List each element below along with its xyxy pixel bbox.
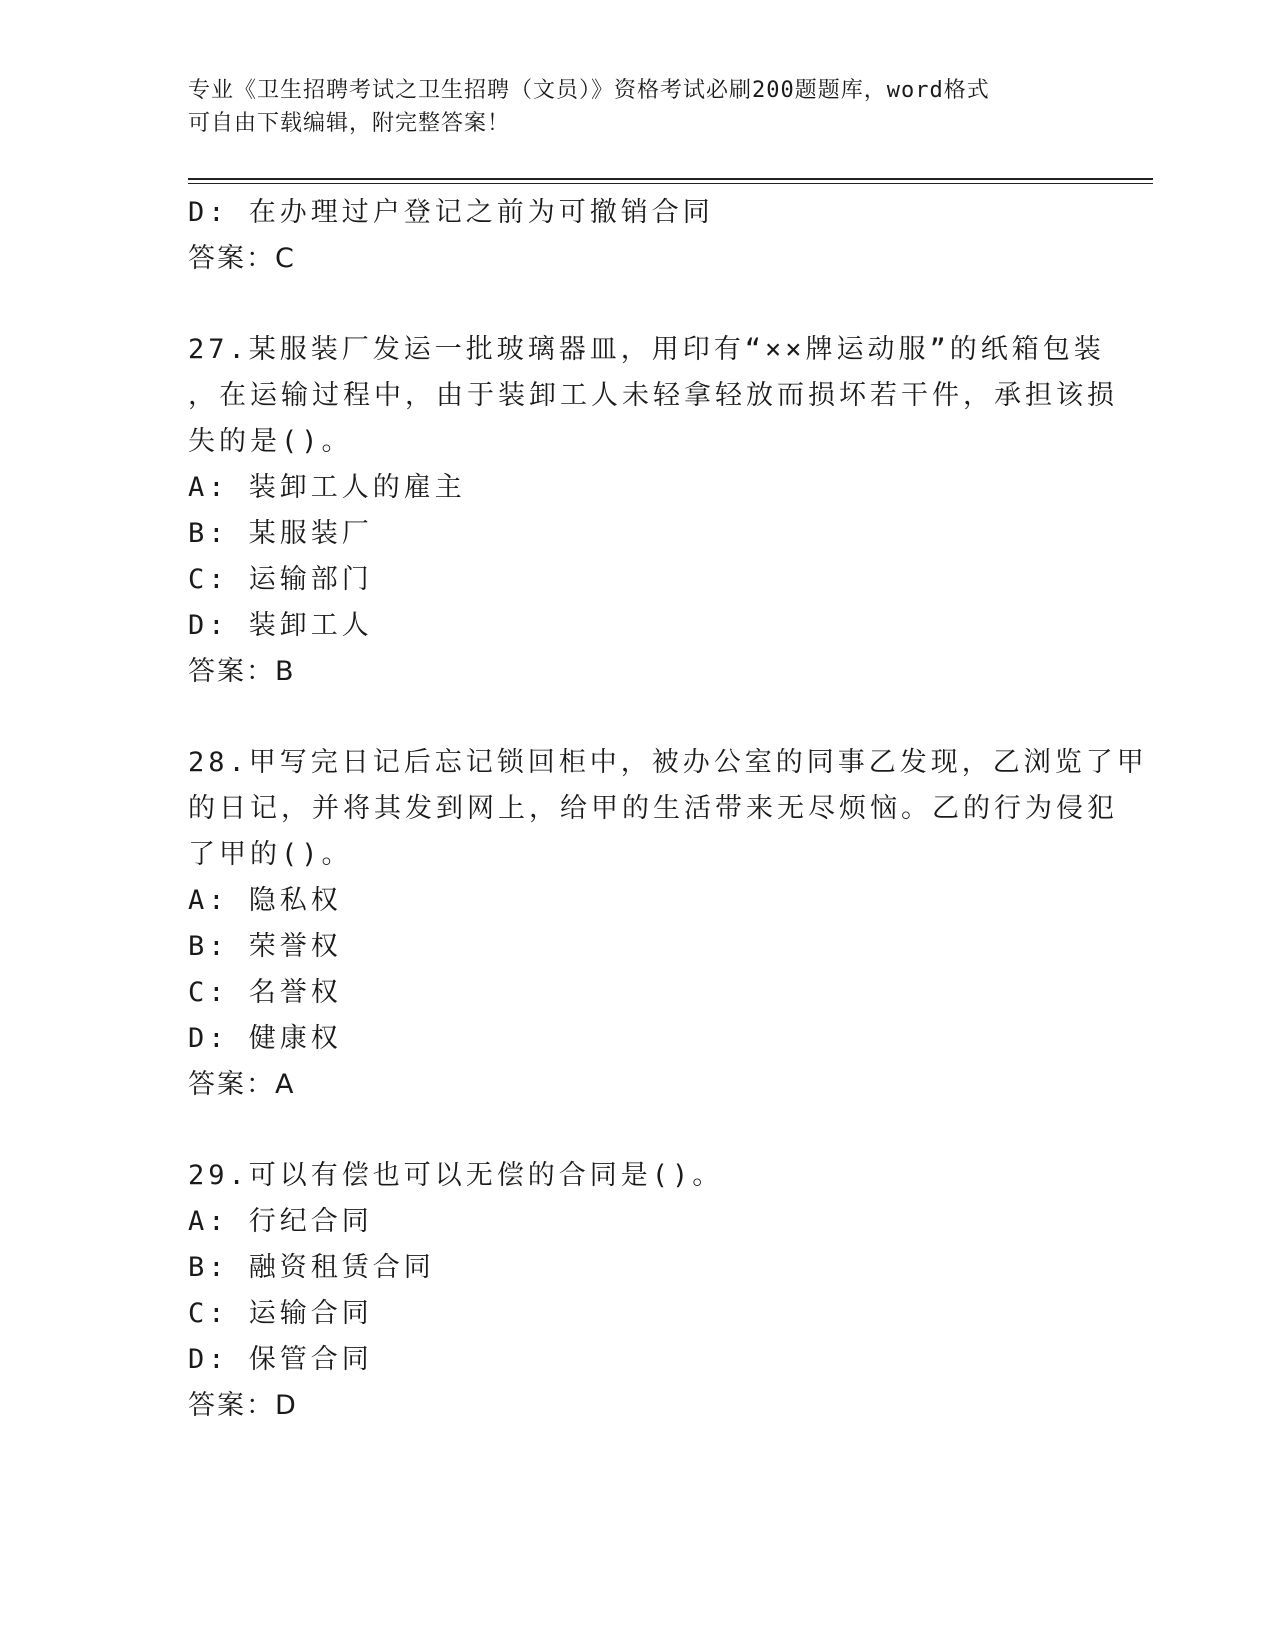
header-divider-thin xyxy=(188,183,1153,184)
option-c: C: 名誉权 xyxy=(188,977,342,1008)
question-list xyxy=(188,190,1148,1429)
option-d: D: 健康权 xyxy=(188,1023,342,1054)
question-stem-line: 29.可以有偿也可以无偿的合同是()。 xyxy=(188,1160,724,1191)
answer-line: 答案：D xyxy=(188,1390,298,1421)
question-stem-line: 失的是()。 xyxy=(188,426,353,457)
option-d: D: 在办理过户登记之前为可撤销合同 xyxy=(188,197,714,228)
option-a: A: 隐私权 xyxy=(188,885,342,916)
header-divider-thick xyxy=(188,178,1153,180)
answer-line: 答案：A xyxy=(188,1069,296,1100)
document-header xyxy=(188,74,1088,140)
answer-line: 答案：C xyxy=(188,243,296,274)
question-27 xyxy=(188,327,1118,695)
header-line-1: 专业《卫生招聘考试之卫生招聘（文员）》资格考试必刷200题题库，word格式 xyxy=(188,78,990,103)
option-d: D: 保管合同 xyxy=(188,1344,373,1375)
option-b: B: 荣誉权 xyxy=(188,931,342,962)
answer-line: 答案：B xyxy=(188,656,296,687)
header-line-2: 可自由下载编辑，附完整答案！ xyxy=(188,111,511,136)
carry-over-block xyxy=(188,190,1088,282)
question-stem-line: 27.某服装厂发运一批玻璃器皿，用印有“××牌运动服”的纸箱包装 xyxy=(188,334,1105,365)
question-stem-line: 28.甲写完日记后忘记锁回柜中，被办公室的同事乙发现，乙浏览了甲 xyxy=(188,747,1148,778)
option-b: B: 某服装厂 xyxy=(188,518,373,549)
question-stem-line: 了甲的()。 xyxy=(188,839,353,870)
option-a: A: 行纪合同 xyxy=(188,1206,373,1237)
option-b: B: 融资租赁合同 xyxy=(188,1252,435,1283)
question-stem-line: ，在运输过程中，由于装卸工人未轻拿轻放而损坏若干件，承担该损 xyxy=(188,380,1118,411)
option-a: A: 装卸工人的雇主 xyxy=(188,472,466,503)
question-28 xyxy=(188,740,1148,1108)
option-c: C: 运输部门 xyxy=(188,564,373,595)
option-c: C: 运输合同 xyxy=(188,1298,373,1329)
question-29 xyxy=(188,1153,1088,1429)
question-stem-line: 的日记，并将其发到网上，给甲的生活带来无尽烦恼。乙的行为侵犯 xyxy=(188,793,1118,824)
option-d: D: 装卸工人 xyxy=(188,610,373,641)
